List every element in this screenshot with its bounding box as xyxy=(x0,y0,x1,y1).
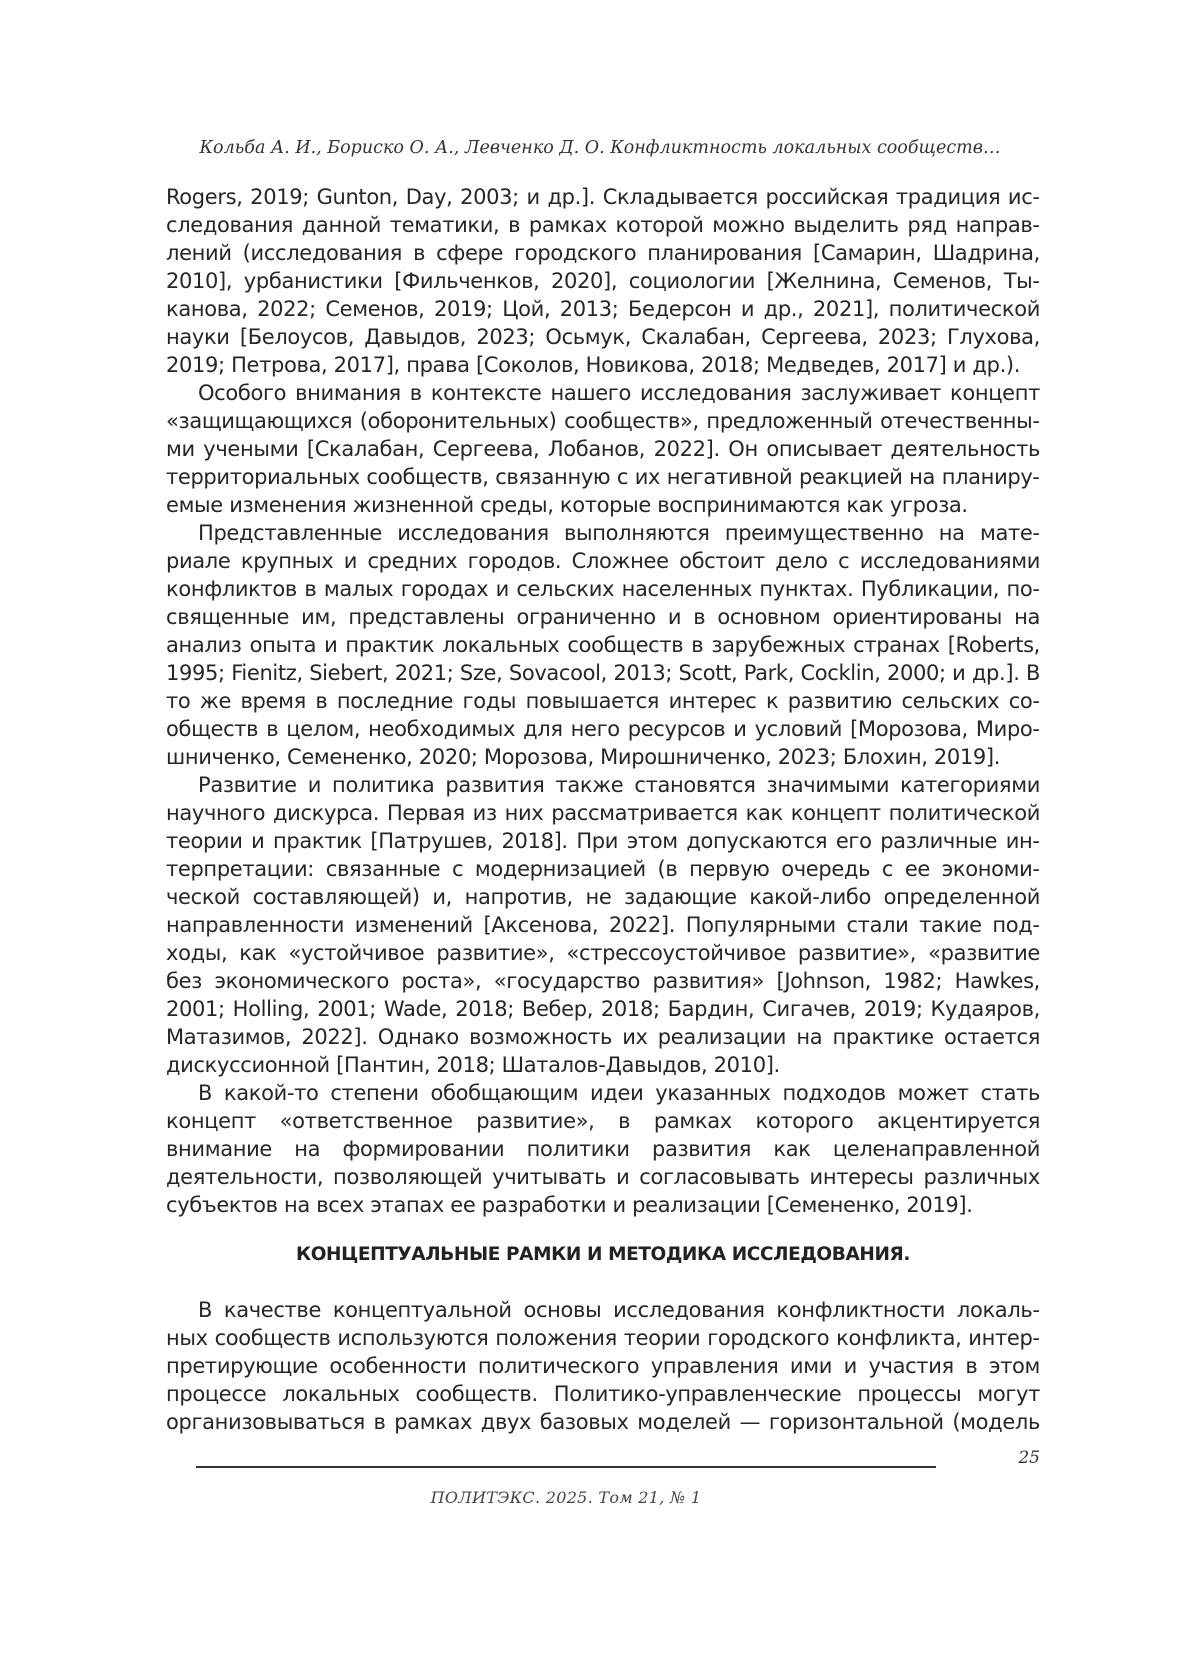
article-body xyxy=(166,183,1040,1219)
section-paragraph: В качестве концептуальной основы исследования конфликтности локальных сообществ используются положения теории городского конфликта, интерпретирующие особенности политического управления ими и участия в этом процессе локальных сообществ. Политико-управленческие процессы могут организовываться в рамках двух базовых моделей — горизонтальной (модель xyxy=(166,1298,1040,1434)
body-paragraph: Развитие и политика развития также становятся значимыми категориями научного дискурса. Первая из них рассматривается как концепт политической теории и практик [Патрушев, 2018]. При этом допускаются его различные интерпретации: связанные с модернизацией (в первую очередь с ее экономической составляющей) и, напротив, не задающие какой-либо определенной направленности изменений [Аксенова, 2022]. Популярными стали такие подходы, как «устойчивое развитие», «стрессоустойчивое развитие», «развитие без экономического роста», «государство развития» [Johnson, 1982; Hawkes, 2001; Holling, 2001; Wade, 2018; Вебер, 2018; Бардин, Сигачев, 2019; Кудаяров, Матазимов, 2022]. Однако возможность их реализации на практике остается дискуссионной [Пантин, 2018; Шаталов-Давыдов, 2010]. xyxy=(166,773,1040,1077)
journal-footer: ПОЛИТЭКС. 2025. Том 21, № 1 xyxy=(430,1488,702,1507)
body-paragraph: В какой-то степени обобщающим идеи указанных подходов может стать концепт «ответственное развитие», в рамках которого акцентируется внимание на формировании политики развития как целенаправленной деятельности, позволяющей учитывать и согласовывать интересы различных субъектов на всех этапах ее разработки и реализации [Семененко, 2019]. xyxy=(166,1081,1040,1217)
footer-divider xyxy=(196,1466,936,1468)
section-heading: КОНЦЕПТУАЛЬНЫЕ РАМКИ И МЕТОДИКА ИССЛЕДОВАНИЯ. xyxy=(296,1244,910,1265)
body-paragraph: Особого внимания в контексте нашего исследования заслуживает концепт «защищающихся (оборонительных) сообществ», предложенный отечественными учеными [Скалабан, Сергеева, Лобанов, 2022]. Он описывает деятельность территориальных сообществ, связанную с их негативной реакцией на планируемые изменения жизненной среды, которые воспринимаются как угроза. xyxy=(166,381,1040,517)
page-number: 25 xyxy=(1018,1448,1040,1468)
body-paragraph: Представленные исследования выполняются преимущественно на материале крупных и средних городов. Сложнее обстоит дело с исследованиями конфликтов в малых городах и сельских населенных пунктах. Публикации, посвященные им, представлены ограниченно и в основном ориентированы на анализ опыта и практик локальных сообществ в зарубежных странах [Roberts, 1995; Fienitz, Siebert, 2021; Sze, Sovacool, 2013; Scott, Park, Cocklin, 2000; и др.]. В то же время в последние годы повышается интерес к развитию сельских сообществ в целом, необходимых для него ресурсов и условий [Морозова, Мирошниченко, Семененко, 2020; Морозова, Мирошниченко, 2023; Блохин, 2019]. xyxy=(166,521,1040,769)
body-paragraph-continuation: Rogers, 2019; Gunton, Day, 2003; и др.]. Складывается российская традиция исследования данной тематики, в рамках которой можно выделить ряд направлений (исследования в сфере городского планирования [Самарин, Шадрина, 2010], урбанистики [Фильченков, 2020], социологии [Желнина, Семенов, Тыканова, 2022; Семенов, 2019; Цой, 2013; Бедерсон и др., 2021], политической науки [Белоусов, Давыдов, 2023; Осьмук, Скалабан, Сергеева, 2023; Глухова, 2019; Петрова, 2017], права [Соколов, Новикова, 2018; Медведев, 2017] и др.). xyxy=(166,185,1040,377)
section-body xyxy=(166,1296,1040,1436)
running-header: Кольба А. И., Бориско О. А., Левченко Д. О. Конфликтность локальных сообществ… xyxy=(199,138,1001,158)
